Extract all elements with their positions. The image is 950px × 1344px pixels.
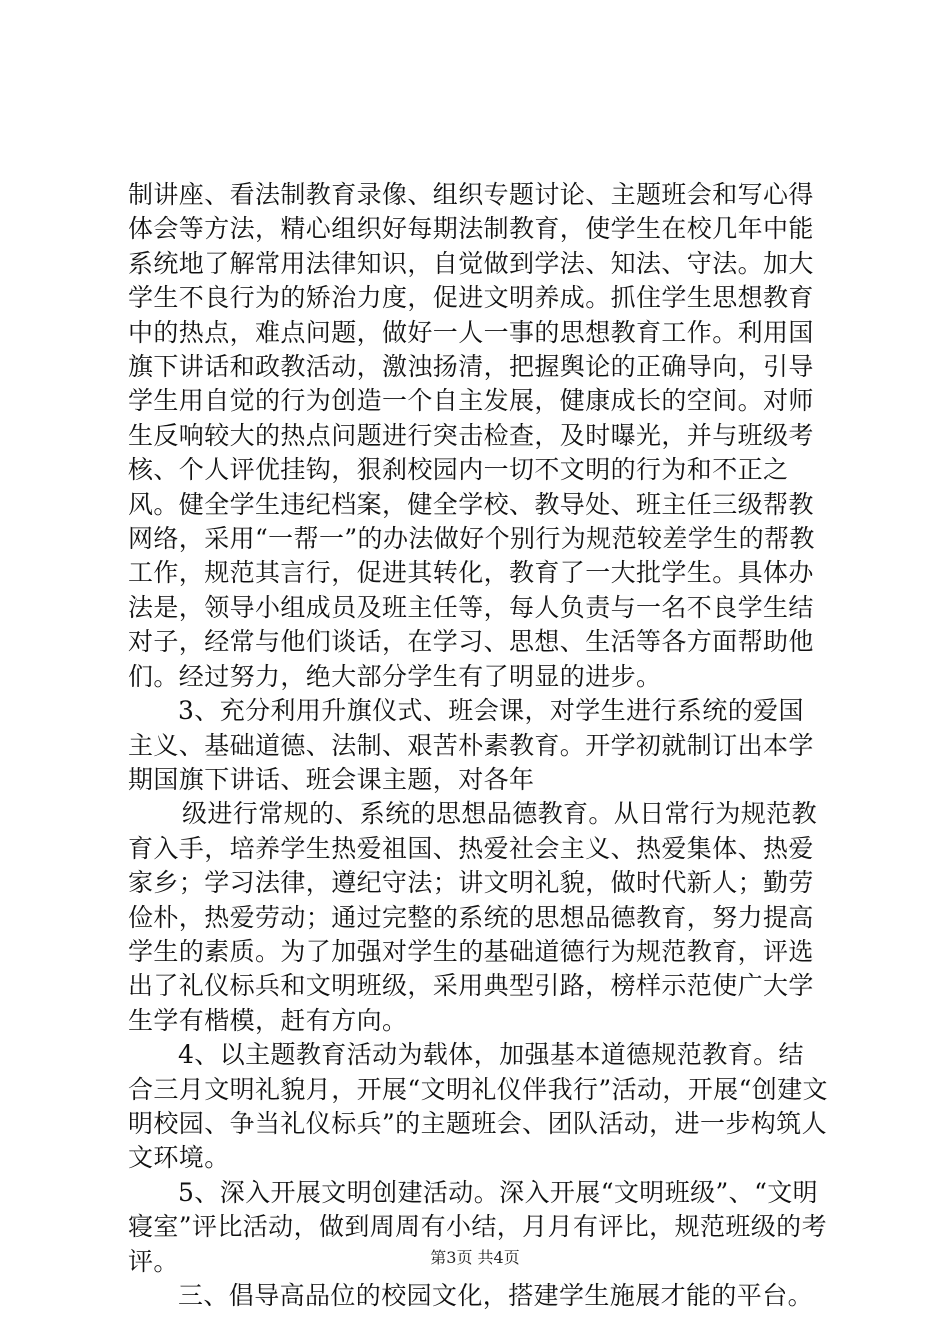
paragraph-4: 4、以主题教育活动为载体，加强基本道德规范教育。结合三月文明礼貌月，开展“文明礼仪伴我行”活动，开展“创建文明校园、争当礼仪标兵”的主题班会、团队活动，进一步构筑人文环境。 (128, 1040, 828, 1173)
paragraph-5: 5、深入开展文明创建活动。深入开展“文明班级”、“文明寝室”评比活动，做到周周有小结，月月有评比，规范班级的考评。 (128, 1177, 827, 1276)
page-number-footer: 第3页 共4页 (430, 1248, 520, 1267)
paragraph-1: 制讲座、看法制教育录像、组织专题讨论、主题班会和写心得体会等方法，精心组织好每期法制教育，使学生在校几年中能系统地了解常用法律知识，自觉做到学法、知法、守法。加大学生不良行为的矫治力度，促进文明养成。抓住学生思想教育中的热点，难点问题，做好一人一事的思想教育工作。利用国旗下讲话和政教活动，激浊扬清，把握舆论的正确导向，引导学生用自觉的行为创造一个自主发展，健康成长的空间。对师生反响较大的热点问题进行突击检查，及时曝光，并与班级考核、个人评优挂钩，狠刹校园内一切不文明的行为和不正之风。健全学生违纪档案，健全学校、教导处、班主任三级帮教网络，采用“一帮一”的办法做好个别行为规范较差学生的帮教工作，规范其言行，促进其转化，教育了一大批学生。具体办法是，领导小组成员及班主任等，每人负责与一名不良学生结对子，经常与他们谈话，在学习、思想、生活等各方面帮助他们。经过努力，绝大部分学生有了明显的进步。 (128, 180, 815, 691)
paragraph-3: 级进行常规的、系统的思想品德教育。从日常行为规范教育入手，培养学生热爱祖国、热爱社会主义、热爱集体、热爱家乡；学习法律，遵纪守法；讲文明礼貌，做时代新人；勤劳俭朴，热爱劳动；通过完整的系统的思想品德教育，努力提高学生的素质。为了加强对学生的基础道德行为规范教育，评选出了礼仪标兵和文明班级，采用典型引路，榜样示范使广大学生学有楷模，赶有方向。 (128, 799, 818, 1035)
document-body (128, 178, 828, 1313)
paragraph-2: 3、充分利用升旗仪式、班会课，对学生进行系统的爱国主义、基础道德、法制、艰苦朴素教育。开学初就制订出本学期国旗下讲话、班会课主题，对各年 (128, 696, 814, 794)
section-heading: 三、倡导高品位的校园文化，搭建学生施展才能的平台。 (178, 1281, 814, 1310)
